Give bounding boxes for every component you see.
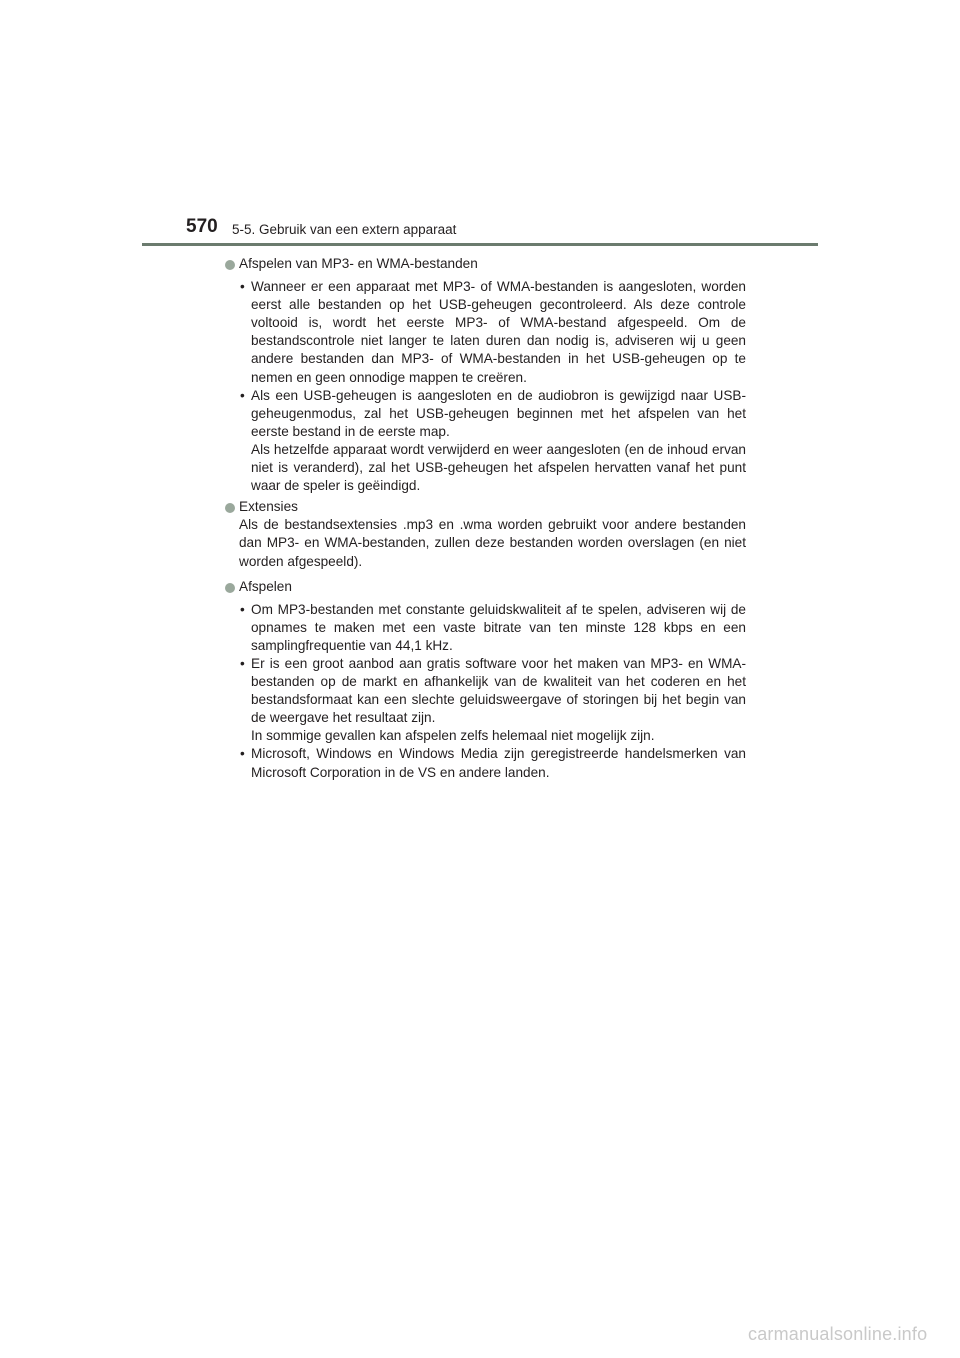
section-heading-text: Afspelen van MP3- en WMA-bestanden [239, 256, 478, 271]
section-block [224, 255, 746, 495]
list-item-text: Er is een groot aanbod aan gratis software voor het maken van MP3- en WMA-bestanden op de markt en afhankelijk van de kwaliteit van het coderen en het bestandsformaat kan een slechte geluidsweergave of storingen bij het begin van de weergave het resultaat zijn. [251, 655, 746, 726]
section-heading-text: Afspelen [239, 578, 292, 594]
list-item [224, 601, 746, 655]
bullet-marker: • [240, 655, 245, 671]
bullet-marker: • [240, 601, 245, 617]
section-heading [224, 255, 746, 273]
section-block [224, 578, 746, 782]
bullet-list [224, 278, 746, 495]
list-item-text: Als een USB-geheugen is aangesloten en de audiobron is gewijzigd naar USB-geheugenmodus, zal het USB-geheugen beginnen met het afspelen van het eerste bestand in de eerste map. [251, 387, 746, 439]
list-item-text: Als hetzelfde apparaat wordt verwijderd en weer aangesloten (en de inhoud ervan niet is veranderd), zal het USB-geheugen het afspelen hervatten vanaf het punt waar de speler is geëindigd. [251, 441, 746, 494]
section-paragraph: Als de bestandsextensies .mp3 en .wma worden gebruikt voor andere bestanden dan MP3- en WMA-bestanden, zullen deze bestanden worden overslagen (en niet worden afgespeeld). [239, 517, 746, 569]
section-heading [224, 498, 746, 516]
watermark-logo: carmanualsonline.info [748, 1324, 928, 1344]
list-item-text: Microsoft, Windows en Windows Media zijn geregistreerde handelsmerken van Microsoft Corporation in de VS en andere landen. [251, 746, 746, 780]
list-item [224, 745, 746, 781]
list-item-text: In sommige gevallen kan afspelen zelfs helemaal niet mogelijk zijn. [251, 728, 655, 744]
bullet-marker: • [240, 746, 245, 762]
page-content [224, 255, 746, 782]
bullet-dot-icon [225, 503, 235, 513]
section-title: 5-5. Gebruik van een extern apparaat [232, 222, 457, 237]
section-heading-text: Extensies [239, 499, 298, 515]
bullet-marker: • [240, 387, 245, 403]
bullet-dot-icon [225, 583, 235, 593]
bullet-dot-icon [225, 260, 235, 270]
list-item [224, 387, 746, 496]
bullet-marker: • [240, 279, 245, 295]
list-item-text: Om MP3-bestanden met constante geluidskwaliteit af te spelen, adviseren wij de opnames te maken met een vaste bitrate van ten minste 128 kbps en een samplingfrequentie van 44,1 kHz. [251, 601, 746, 653]
section-heading [224, 578, 746, 596]
bullet-list [224, 601, 746, 782]
list-item [224, 655, 746, 745]
list-item [224, 278, 746, 387]
section-block [224, 498, 746, 570]
header-rule [142, 243, 818, 246]
list-item-text: Wanneer er een apparaat met MP3- of WMA-bestanden is aangesloten, worden eerst alle bestanden op het USB-geheugen gecontroleerd. Als deze controle voltooid is, wordt het eerste MP3- of WMA-bestand afgespeeld. Om de bestandscontrole niet langer te laten duren dan nodig is, adviseren wij u geen andere bestanden dan MP3- of WMA-bestanden in het USB-geheugen op te nemen en geen onnodige mappen te creëren. [251, 279, 746, 385]
page-number: 570 [186, 216, 218, 237]
